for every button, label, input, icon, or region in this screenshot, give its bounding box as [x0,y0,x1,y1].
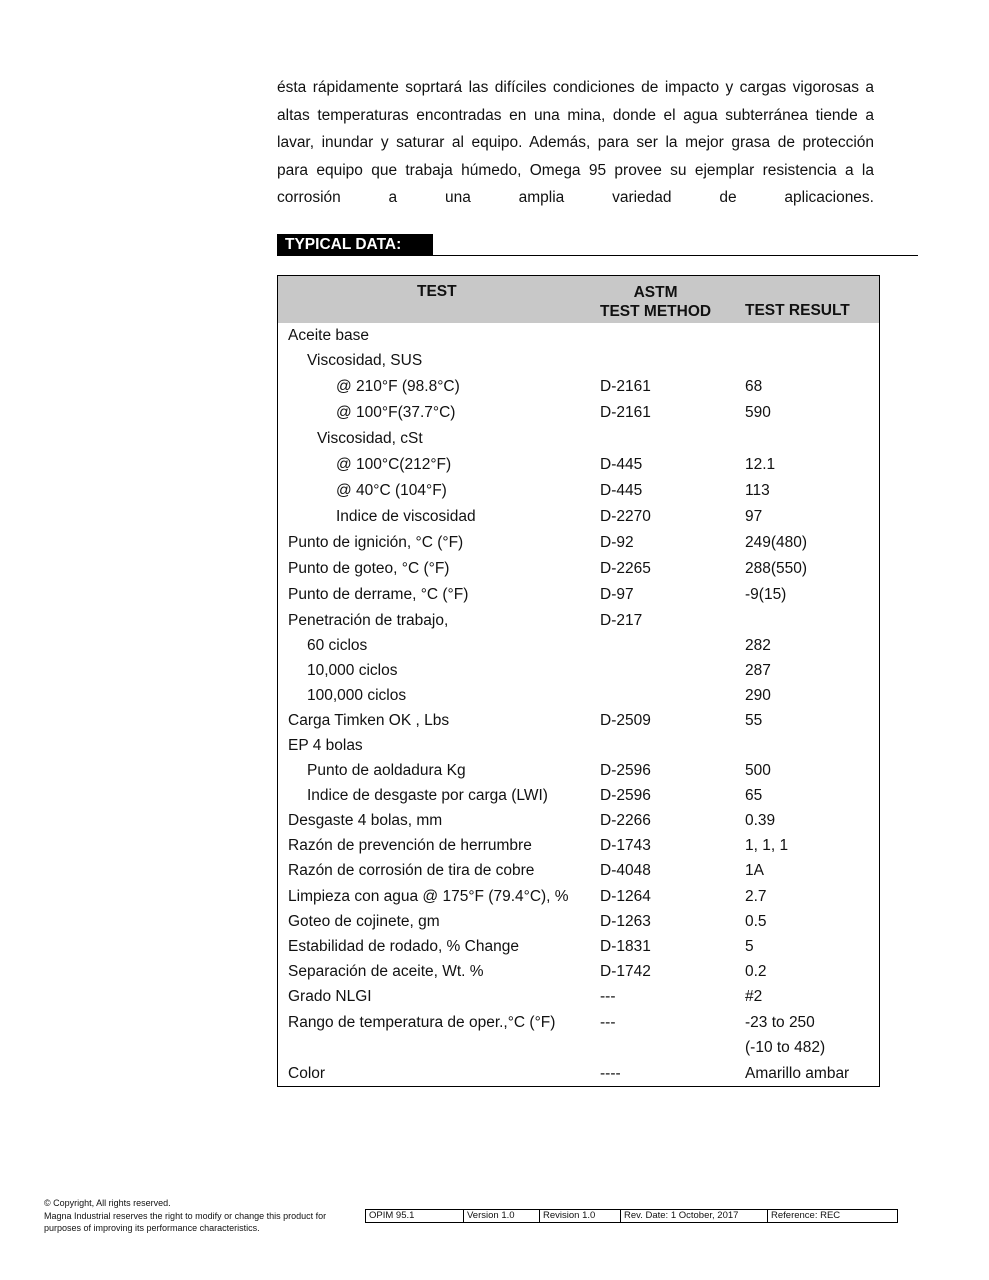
intro-line: para equipo que trabaja húmedo, Omega 95 provee su ejemplar resistencia a la [277,161,874,179]
test-name-cell: @ 100°F(37.7°C) [336,404,456,421]
table-row [278,833,879,858]
test-result-cell: 0.2 [745,963,767,980]
test-method-cell: D-445 [600,456,643,473]
header-test-method [600,283,711,321]
table-row [278,400,879,425]
test-method-cell: D-1263 [600,913,651,930]
test-name-cell: 100,000 ciclos [307,687,407,704]
test-method-cell: D-4048 [600,862,651,879]
test-result-cell: 2.7 [745,888,767,905]
test-name-cell: @ 210°F (98.8°C) [336,378,460,395]
table-row [278,858,879,883]
test-name-cell: Color [288,1065,326,1082]
test-result-cell: Amarillo ambar [745,1065,850,1082]
table-row [278,934,879,959]
test-method-cell: D-1264 [600,888,651,905]
test-name-cell: Carga Timken OK , Lbs [288,712,450,729]
test-result-cell: 113 [745,482,770,499]
table-row [278,984,879,1009]
section-header [277,234,918,256]
test-name-cell: Goteo de cojinete, gm [288,913,440,930]
table-row [278,733,879,758]
test-result-cell: 5 [745,938,754,955]
header-test-result: TEST RESULT [745,302,850,319]
test-method-cell: D-2161 [600,378,651,395]
test-result-cell: 0.39 [745,812,776,829]
test-result-cell: 282 [745,637,771,654]
test-name-cell: 10,000 ciclos [307,662,398,679]
test-result-cell: 0.5 [745,913,767,930]
rev-date-cell: Rev. Date: 1 October, 2017 [621,1210,768,1222]
test-name-cell: Razón de corrosión de tira de cobre [288,862,535,879]
test-method-cell: D-1742 [600,963,651,980]
test-result-cell: 12.1 [745,456,776,473]
section-label: TYPICAL DATA: [277,234,433,255]
test-result-cell: 65 [745,787,763,804]
header-method: TEST METHOD [600,303,712,320]
test-name-cell: Razón de prevención de herrumbre [288,837,532,854]
intro-line: lavar, inundar y saturar al equipo. Además, para ser la mejor grasa de protección [277,134,874,152]
intro-paragraph [277,74,874,212]
table-row [278,683,879,708]
test-method-cell: D-97 [600,586,634,603]
test-result-cell: 290 [745,687,771,704]
intro-line: altas temperaturas encontradas en una mina, donde el agua subterránea tiende a [277,106,874,124]
table-row [278,633,879,658]
table-row [278,1061,879,1086]
table-row [278,884,879,909]
table-row [278,452,879,477]
header-astm: ASTM [633,284,678,301]
test-method-cell: --- [600,988,616,1005]
test-name-cell: Desgaste 4 bolas, mm [288,812,443,829]
footer-notice [44,1197,326,1235]
test-method-cell: D-92 [600,534,634,551]
table-row [278,909,879,934]
test-result-cell: -23 to 250 [745,1014,815,1031]
table-row [278,374,879,399]
test-name-cell: Rango de temperatura de oper.,°C (°F) [288,1014,556,1031]
test-result-cell: -9(15) [745,586,787,603]
test-result-cell: 249(480) [745,534,808,551]
test-name-cell: Punto de aoldadura Kg [307,762,466,779]
table-row [278,323,879,348]
test-name-cell: Punto de derrame, °C (°F) [288,586,469,603]
test-name-cell: Viscosidad, cSt [317,430,423,447]
doc-id-cell: OPIM 95.1 [366,1210,464,1222]
notice-line: purposes of improving its performance characteristics. [44,1223,260,1233]
test-method-cell: D-2270 [600,508,651,525]
table-row [278,658,879,683]
test-result-cell: 287 [745,662,771,679]
table-row [278,504,879,529]
test-method-cell: D-2161 [600,404,651,421]
intro-line: corrosión a una amplia variedad de aplicaciones. [277,189,874,207]
table-row [278,478,879,503]
test-result-cell: (-10 to 482) [745,1039,826,1056]
test-name-cell: Indice de viscosidad [336,508,476,525]
header-test: TEST [417,283,457,300]
table-row [278,1010,879,1035]
table-row [278,1035,879,1060]
test-name-cell: Penetración de trabajo, [288,612,449,629]
test-method-cell: D-2266 [600,812,651,829]
test-name-cell: @ 100°C(212°F) [336,456,452,473]
test-method-cell: D-1831 [600,938,651,955]
test-name-cell: Limpieza con agua @ 175°F (79.4°C), % [288,888,569,905]
intro-line: ésta rápidamente soprtará las difíciles condiciones de impacto y cargas vigorosas a [277,79,874,96]
test-method-cell: D-1743 [600,837,651,854]
test-result-cell: 55 [745,712,763,729]
test-method-cell: D-2265 [600,560,651,577]
test-method-cell: D-2596 [600,787,651,804]
test-result-cell: 97 [745,508,763,525]
table-row [278,582,879,607]
typical-data-table [277,275,880,1087]
test-result-cell: 1, 1, 1 [745,837,789,854]
table-row [278,783,879,808]
test-method-cell: D-445 [600,482,643,499]
test-method-cell: D-2596 [600,762,651,779]
revision-cell: Revision 1.0 [540,1210,621,1222]
test-name-cell: Punto de goteo, °C (°F) [288,560,450,577]
test-name-cell: Separación de aceite, Wt. % [288,963,484,980]
notice-line: Magna Industrial reserves the right to modify or change this product for [44,1210,327,1221]
test-result-cell: 500 [745,762,771,779]
test-method-cell: ---- [600,1065,621,1082]
test-name-cell: EP 4 bolas [288,737,363,754]
test-name-cell: Aceite base [288,327,369,344]
test-result-cell: 590 [745,404,771,421]
test-name-cell: Estabilidad de rodado, % Change [288,938,519,955]
table-row [278,608,879,633]
table-row [278,708,879,733]
test-name-cell: Indice de desgaste por carga (LWI) [307,787,548,804]
table-row [278,426,879,451]
test-method-cell: D-217 [600,612,643,629]
version-cell: Version 1.0 [464,1210,540,1222]
test-name-cell: @ 40°C (104°F) [336,482,447,499]
test-result-cell: #2 [745,988,763,1005]
table-row [278,556,879,581]
test-result-cell: 1A [745,862,764,879]
table-row [278,530,879,555]
test-name-cell: Punto de ignición, °C (°F) [288,534,464,551]
test-method-cell: D-2509 [600,712,651,729]
test-name-cell: Viscosidad, SUS [307,352,423,369]
table-row [278,758,879,783]
test-result-cell: 288(550) [745,560,808,577]
reference-cell: Reference: REC [771,1210,841,1221]
test-name-cell: Grado NLGI [288,988,372,1005]
table-header [278,276,879,323]
footer-revision-table [365,1209,898,1223]
test-name-cell: 60 ciclos [307,637,368,654]
test-result-cell: 68 [745,378,763,395]
table-row [278,348,879,373]
table-row [278,959,879,984]
test-method-cell: --- [600,1014,616,1031]
copyright-text: © Copyright, All rights reserved. [44,1198,171,1208]
table-row [278,808,879,833]
